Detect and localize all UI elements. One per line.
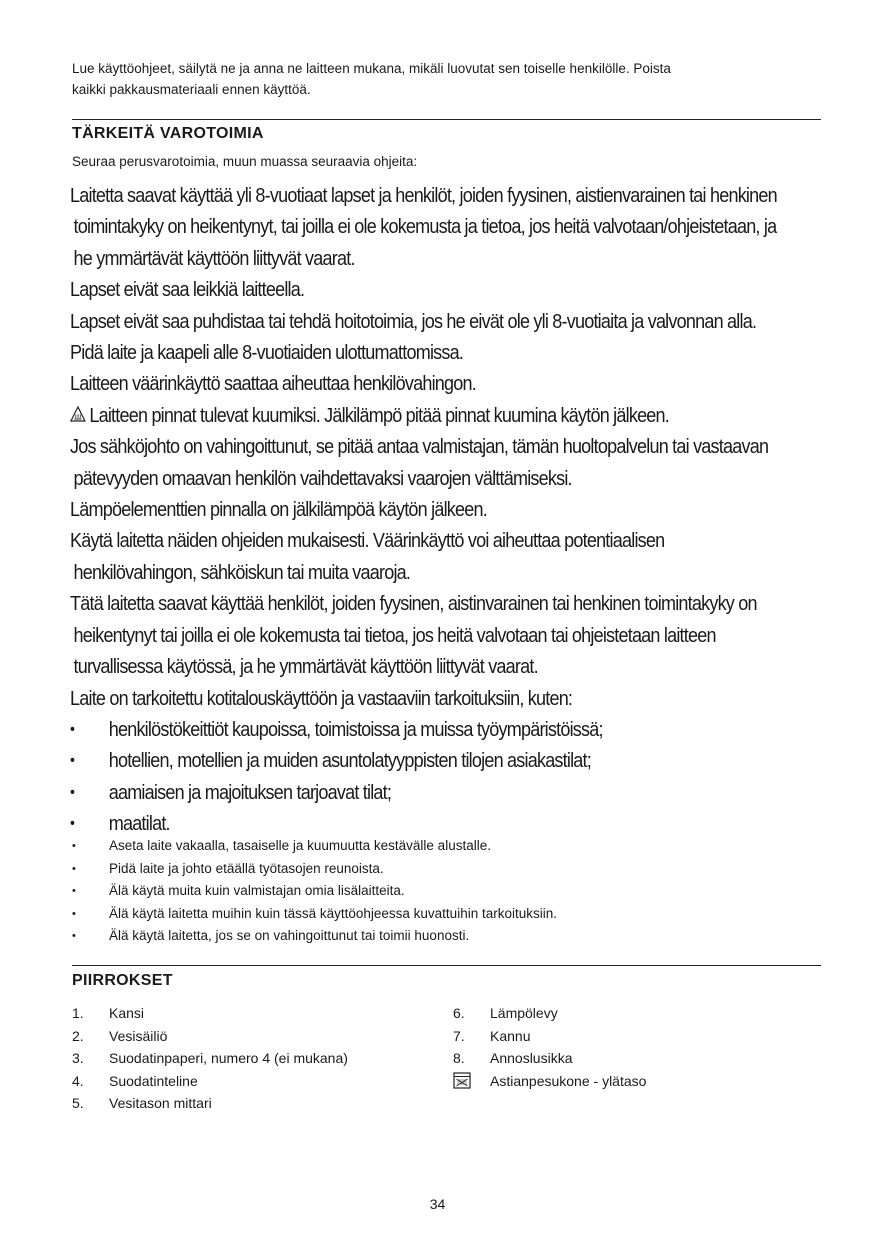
parts-heading: PIIRROKSET	[72, 972, 173, 989]
safety-bullet-list	[72, 835, 772, 948]
warning-line: Laite on tarkoitettu kotitalouskäyttöön ja vastaaviin tarkoituksiin, kuten:	[70, 686, 573, 710]
section-divider	[72, 965, 821, 966]
warning-line: Laitetta saavat käyttää yli 8-vuotiaat lapset ja henkilöt, joiden fyysinen, aistienvarainen tai henkinen	[70, 184, 777, 207]
intro-line-2: kaikki pakkausmateriaali ennen käyttöä.	[72, 82, 311, 97]
hot-surface-warning-icon	[70, 400, 89, 431]
part-item: 1. Kansi	[72, 1005, 145, 1021]
warnings-heading: TÄRKEITÄ VAROTOIMIA	[72, 125, 264, 142]
warning-line: henkilövahingon, sähköiskun tai muita vaaroja.	[73, 560, 411, 584]
warning-line: Käytä laitetta näiden ohjeiden mukaisesti. Väärinkäyttö voi aiheuttaa potentiaalisen	[70, 529, 665, 553]
warning-line: toimintakyky on heikentynyt, tai joilla ei ole kokemusta ja tietoa, jos heitä valvotaan/ohjeistetaan, ja	[73, 215, 777, 239]
dishwasher-top-rack-icon	[453, 1072, 490, 1096]
warning-line: Lämpöelementtien pinnalla on jälkilämpöä käytön jälkeen.	[70, 498, 487, 522]
safety-bullet: • Älä käytä laitetta, jos se on vahingoittunut tai toimii huonosti.	[72, 925, 772, 948]
intro-text	[72, 58, 802, 100]
warning-line: pätevyyden omaavan henkilön vaihdettavaksi vaarojen välttämiseksi.	[73, 466, 572, 490]
use-list-item: • hotellien, motellien ja muiden asuntolatyyppisten tilojen asiakastilat;	[70, 745, 739, 776]
use-list-item: • aamiaisen ja majoituksen tarjoavat tilat;	[70, 777, 739, 808]
warning-line: he ymmärtävät käyttöön liittyvät vaarat.	[73, 246, 355, 270]
use-list-item: • maatilat.	[70, 808, 739, 839]
warning-line: Lapset eivät saa puhdistaa tai tehdä hoitotoimia, jos he eivät ole yli 8-vuotiaita ja valvonnan alla.	[70, 309, 757, 333]
warnings-body	[70, 180, 777, 840]
safety-bullet: • Älä käytä laitetta muihin kuin tässä käyttöohjeessa kuvattuihin tarkoituksiin.	[72, 903, 772, 926]
warning-line: Lapset eivät saa leikkiä laitteella.	[70, 278, 305, 302]
part-item: Astianpesukone - ylätaso	[453, 1070, 646, 1096]
warning-line: Tätä laitetta saavat käyttää henkilöt, joiden fyysinen, aistinvarainen tai henkinen toimintakyky on	[70, 592, 757, 616]
intro-line-1: Lue käyttöohjeet, säilytä ne ja anna ne laitteen mukana, mikäli luovutat sen toiselle henkilölle. Poista	[72, 61, 671, 76]
warnings-subintro: Seuraa perusvarotoimia, muun muassa seuraavia ohjeita:	[72, 154, 418, 169]
safety-bullet: • Pidä laite ja johto etäällä työtasojen reunoista.	[72, 858, 772, 881]
warning-line: Laitteen väärinkäyttö saattaa aiheuttaa henkilövahingon.	[70, 372, 476, 396]
safety-bullet: • Aseta laite vakaalla, tasaiselle ja kuumuutta kestävälle alustalle.	[72, 835, 772, 858]
warning-line: heikentynyt tai joilla ei ole kokemusta tai tietoa, jos heitä valvotaan tai ohjeistetaan laitteen	[73, 623, 716, 647]
part-item: 7. Kannu	[453, 1027, 531, 1044]
parts-list-right	[453, 1002, 646, 1095]
safety-bullet: • Älä käytä muita kuin valmistajan omia lisälaitteita.	[72, 880, 772, 903]
part-item: 5. Vesitason mittari	[72, 1095, 212, 1112]
parts-list-left	[72, 1002, 348, 1115]
section-divider	[72, 119, 821, 120]
part-item: 3. Suodatinpaperi, numero 4 (ei mukana)	[72, 1050, 348, 1067]
part-item: 2. Vesisäiliö	[72, 1027, 168, 1044]
page-number: 34	[429, 1196, 446, 1212]
part-item: 8. Annoslusikka	[453, 1050, 573, 1067]
part-item: 6. Lämpölevy	[453, 1005, 558, 1021]
warning-line: turvallisessa käytössä, ja he ymmärtävät käyttöön liittyvät vaarat.	[73, 655, 538, 679]
warning-line: Pidä laite ja kaapeli alle 8-vuotiaiden ulottumattomissa.	[70, 341, 464, 365]
warning-line: Jos sähköjohto on vahingoittunut, se pitää antaa valmistajan, tämän huoltopalvelun tai vastaavan	[70, 435, 769, 459]
part-item: 4. Suodatinteline	[72, 1072, 198, 1089]
use-list-item: • henkilöstökeittiöt kaupoissa, toimistoissa ja muissa työympäristöissä;	[70, 714, 739, 745]
warning-line-hot: Laitteen pinnat tulevat kuumiksi. Jälkilämpö pitää pinnat kuumina käytön jälkeen.	[70, 400, 739, 431]
